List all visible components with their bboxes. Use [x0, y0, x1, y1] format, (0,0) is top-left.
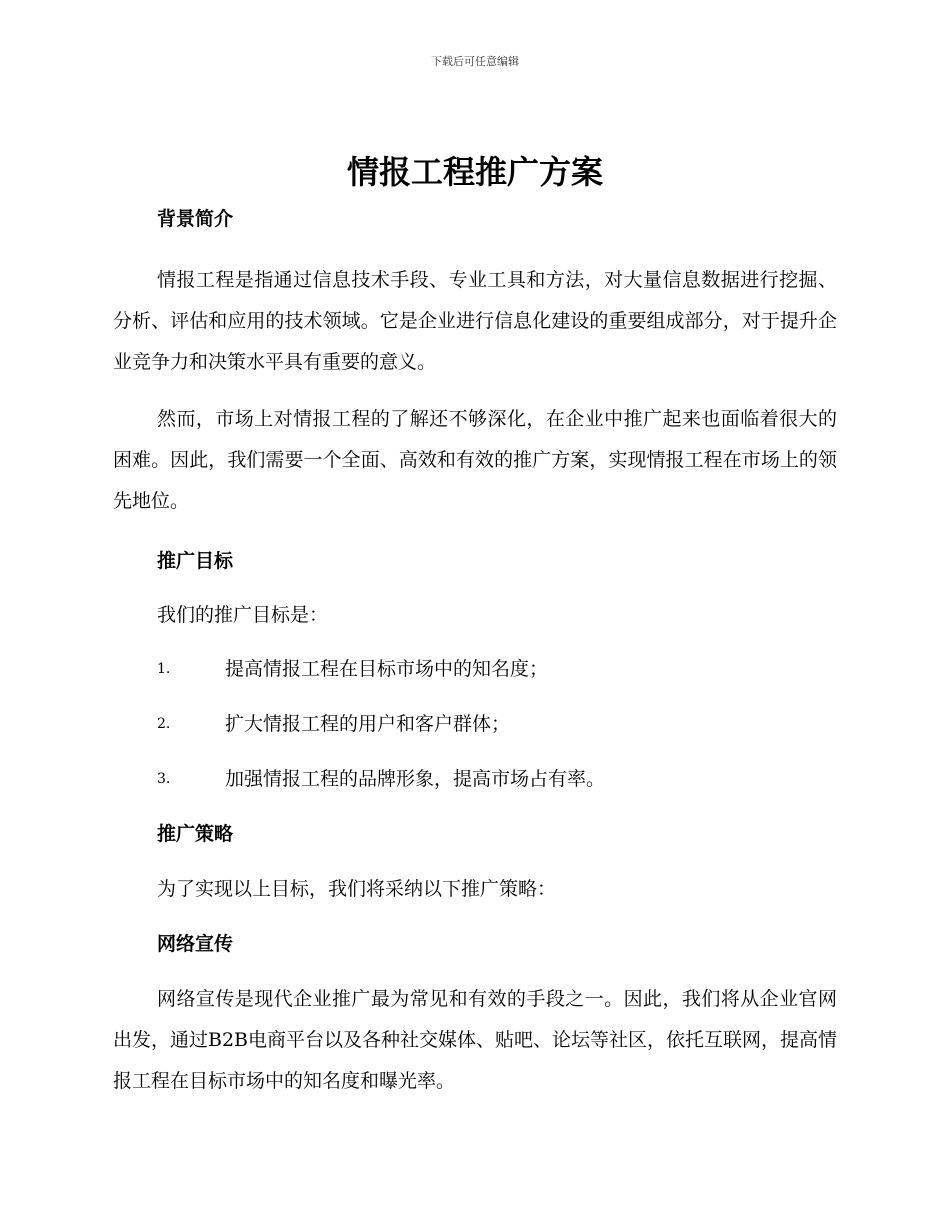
- goals-intro: 我们的推广目标是：: [157, 604, 329, 626]
- list-item-text: 加强情报工程的品牌形象，提高市场占有率。: [225, 768, 606, 790]
- list-item-text: 扩大情报工程的用户和客户群体；: [225, 713, 511, 735]
- background-paragraph-1: 情报工程是指通过信息技术手段、专业工具和方法，对大量信息数据进行挖掘、分析、评估和应用的技术领域。它是企业进行信息化建设的重要组成部分，对于提升企业竞争力和决策水平具有重要的意义。: [113, 269, 837, 373]
- list-item-number: 1.: [157, 661, 171, 677]
- document-body: [113, 198, 837, 1102]
- list-item-number: 3.: [157, 771, 171, 787]
- list-item: [113, 654, 837, 684]
- header-note: 下载后可任意编辑: [431, 55, 519, 68]
- document-title: 情报工程推广方案: [346, 153, 603, 191]
- list-item-text: 提高情报工程在目标市场中的知名度；: [225, 658, 549, 680]
- list-item: [113, 764, 837, 794]
- section-heading-goals: 推广目标: [157, 550, 234, 572]
- background-paragraph-2: 然而，市场上对情报工程的了解还不够深化，在企业中推广起来也面临着很大的困难。因此，我们需要一个全面、高效和有效的推广方案，实现情报工程在市场上的领先地位。: [113, 408, 837, 512]
- online-paragraph: 网络宣传是现代企业推广最为常见和有效的手段之一。因此，我们将从企业官网出发，通过B2B电商平台以及各种社交媒体、贴吧、论坛等社区，依托互联网，提高情报工程在目标市场中的知名度和曝光率。: [113, 988, 838, 1092]
- list-item-number: 2.: [157, 716, 171, 732]
- strategy-intro: 为了实现以上目标，我们将采纳以下推广策略：: [157, 878, 557, 900]
- section-heading-online: 网络宣传: [157, 933, 234, 955]
- section-heading-background: 背景简介: [157, 208, 234, 230]
- section-heading-strategy: 推广策略: [157, 823, 234, 845]
- list-item: [113, 709, 837, 739]
